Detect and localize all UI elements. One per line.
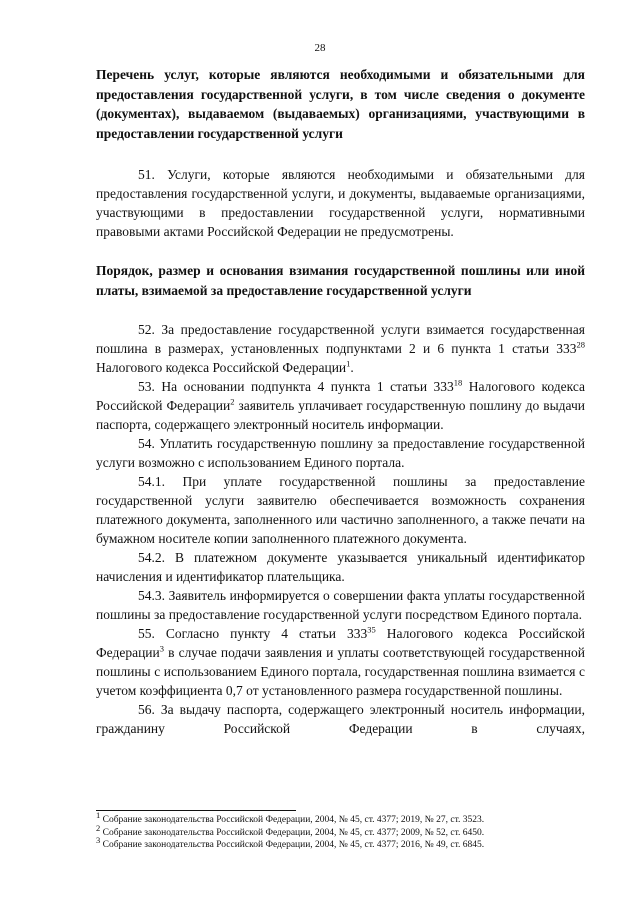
footnote-mark: 2: [96, 822, 101, 833]
superscript: 28: [576, 339, 585, 350]
paragraph-54-3: 54.3. Заявитель информируется о совершении факта уплаты государственной пошлины за предоставление государственной услуги посредством Единого портала.: [96, 588, 585, 622]
paragraph-51: 51. Услуги, которые являются необходимыми и обязательными для предоставления государственной услуги, и документы, выдаваемые организациями, участвующими в предоставлении государственной услуги, нормативными правовыми актами Российской Федерации не предусмотрены.: [96, 167, 585, 239]
footnote-mark: 3: [96, 834, 101, 845]
footnote-2: [96, 822, 585, 840]
section-heading-fee: [96, 261, 585, 300]
paragraph-54-1: 54.1. При уплате государственной пошлины за предоставление государственной услуги заявителю обеспечивается возможность сохранения платежного документа, заполненного или частично заполненного, а также печати на бумажном носителе копии заполненного платежного документа.: [96, 474, 585, 546]
footnotes: [96, 810, 585, 852]
footnote-3: [96, 834, 585, 852]
paragraph-54: 54. Уплатить государственную пошлину за предоставление государственной услуги возможно с использованием Единого портала.: [96, 436, 585, 470]
paragraph-52: [96, 320, 585, 377]
footnote-text: Собрание законодательства Российской Федерации, 2004, № 45, ст. 4377; 2019, № 27, ст. 3523.: [100, 815, 485, 825]
paragraph-text: заявитель уплачивает государственную пошлину до выдачи паспорта, содержащего электронный носитель информации.: [96, 398, 585, 432]
footnote-1: [96, 809, 585, 827]
section-heading-services: [96, 65, 585, 143]
paragraph-text: 52. За предоставление государственной услуги взимается государственная пошлина в размерах, установленных подпунктами 2 и 6 пункта 1 статьи 333: [96, 322, 585, 356]
footnote-text: Собрание законодательства Российской Федерации, 2004, № 45, ст. 4377; 2009, № 52, ст. 6450.: [100, 827, 485, 838]
paragraph-text: 53. На основании подпункта 4 пункта 1 статьи 333: [138, 379, 454, 394]
paragraph-text: Налогового кодекса Российской Федерации: [96, 379, 585, 413]
footnote-mark: 1: [96, 809, 101, 820]
footnote-ref: 1: [346, 358, 351, 369]
heading-text: Порядок, размер и основания взимания государственной пошлины или иной платы, взимаемой за предоставление государственной услуги: [96, 263, 585, 298]
paragraph-text: 55. Согласно пункту 4 статьи 333: [138, 626, 368, 641]
heading-text: Перечень услуг, которые являются необходимыми и обязательными для предоставления государственной услуги, в том числе сведения о документе (документах), выдаваемом (выдаваемых) организациями, участвующими в предоставлении государственной услуги: [96, 67, 585, 141]
paragraph-54-2: 54.2. В платежном документе указывается уникальный идентификатор начисления и идентификатор плательщика.: [96, 550, 585, 584]
page-number: 28: [314, 42, 326, 54]
page-content: [96, 62, 585, 738]
footnote-ref: 2: [230, 396, 235, 407]
paragraph-text: Налогового кодекса Российской Федерации: [96, 626, 585, 660]
footnote-ref: 3: [159, 643, 165, 654]
superscript: 18: [453, 377, 463, 388]
superscript: 35: [367, 624, 376, 635]
footnote-text: Собрание законодательства Российской Федерации, 2004, № 45, ст. 4377; 2016, № 49, ст. 6845.: [100, 840, 485, 850]
paragraph-55: [96, 624, 585, 700]
paragraph-53: [96, 377, 585, 434]
paragraph-56: 56. За выдачу паспорта, содержащего электронный носитель информации, гражданину Российской Федерации в случаях,: [96, 702, 585, 736]
paragraph-text: Налогового кодекса Российской Федерации: [96, 360, 347, 375]
paragraph-text: .: [350, 360, 354, 375]
paragraph-text: в случае подачи заявления и уплаты соответствующей государственной пошлины с использованием Единого портала, государственная пошлина взимается с учетом коэффициента 0,7 от установленного размера государственной пошлины.: [96, 645, 585, 698]
footnote-separator: [96, 810, 296, 811]
